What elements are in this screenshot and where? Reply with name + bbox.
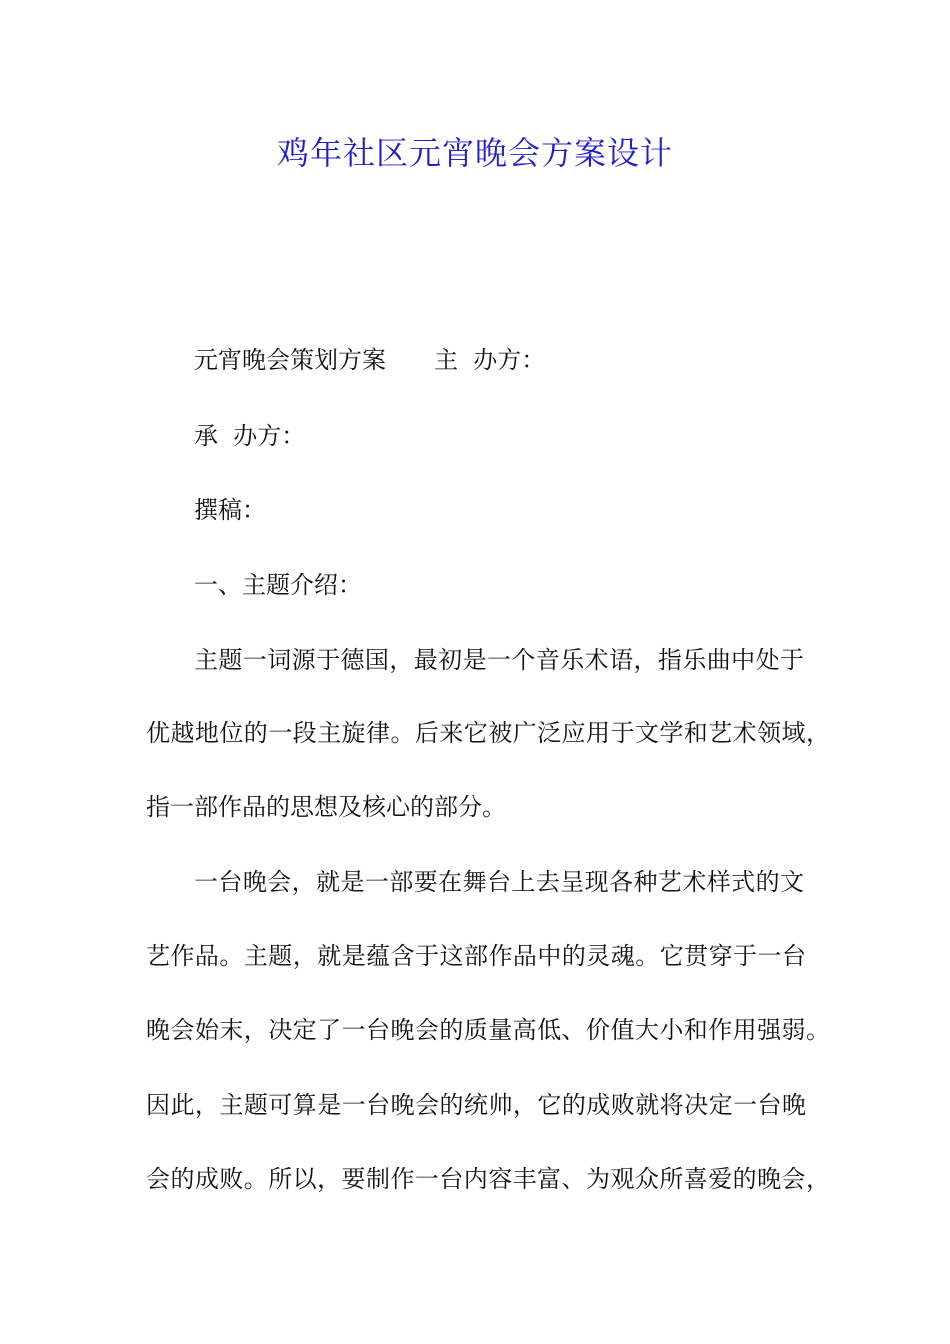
paragraph-line: 一台晚会，就是一部要在舞台上去呈现各种艺术样式的文 [194,868,804,896]
paragraph-line: 优越地位的一段主旋律。后来它被广泛应用于文学和艺术领域， [146,719,830,747]
plan-label: 元宵晚会策划方案 [194,346,386,374]
document-title: 鸡年社区元宵晚会方案设计 [276,134,673,172]
paragraph-line: 晚会始末，决定了一台晚会的质量高低、价值大小和作用强弱。 [146,1016,830,1044]
organizer-label: 承 办方： [194,422,306,450]
paragraph-line: 主题一词源于德国，最初是一个音乐术语，指乐曲中处于 [194,646,804,674]
header-line [194,345,874,375]
paragraph-line: 艺作品。主题，就是蕴含于这部作品中的灵魂。它贯穿于一台 [146,942,806,970]
host-label: 主 办方： [434,346,546,374]
section-heading: 一、主题介绍： [194,571,362,599]
paragraph-line: 因此，主题可算是一台晚会的统帅，它的成败就将决定一台晚 [146,1091,806,1119]
paragraph-line: 指一部作品的思想及核心的部分。 [146,793,506,821]
writer-label: 撰稿： [194,496,266,524]
paragraph-line: 会的成败。所以，要制作一台内容丰富、为观众所喜爱的晚会， [146,1165,830,1193]
